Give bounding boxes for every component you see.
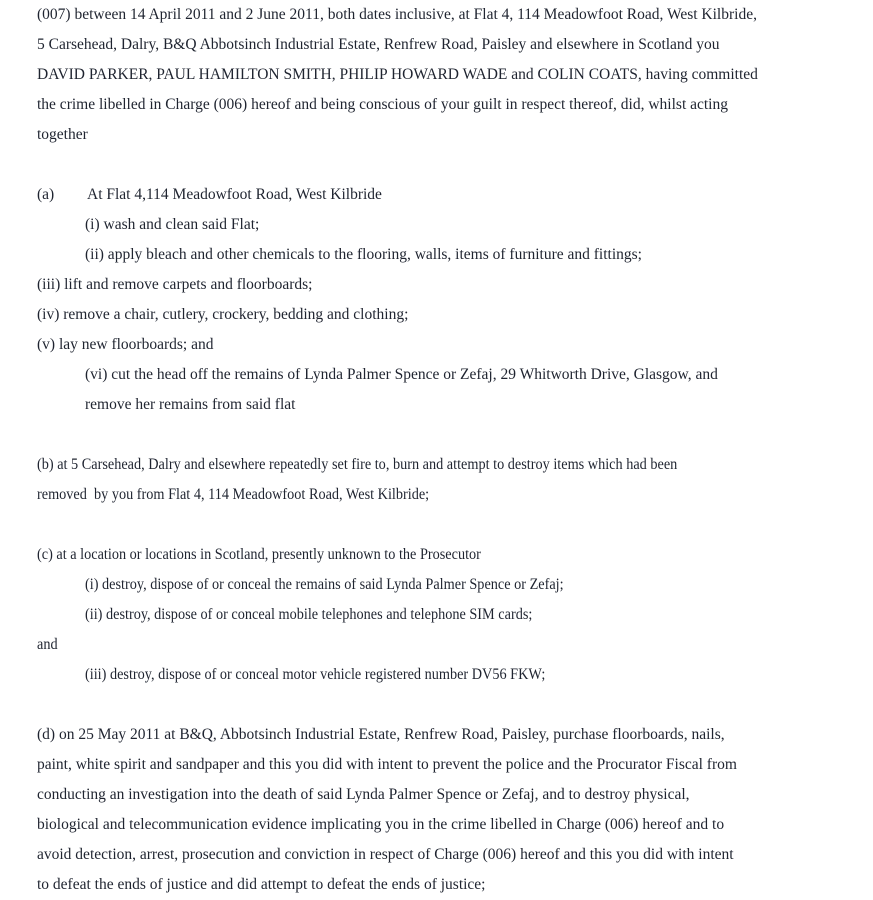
section-a-item-continuation: remove her remains from said flat xyxy=(85,396,296,413)
section-a-heading: At Flat 4,114 Meadowfoot Road, West Kilbride xyxy=(87,186,382,203)
section-c-item: (ii) destroy, dispose of or conceal mobile telephones and telephone SIM cards; xyxy=(85,606,533,623)
intro-line: DAVID PARKER, PAUL HAMILTON SMITH, PHILIP HOWARD WADE and COLIN COATS, having committed xyxy=(37,66,758,83)
section-a-item: (i) wash and clean said Flat; xyxy=(85,216,260,233)
section-d-line: paint, white spirit and sandpaper and this you did with intent to prevent the police and the Procurator Fiscal from xyxy=(37,756,737,773)
intro-line: (007) between 14 April 2011 and 2 June 2011, both dates inclusive, at Flat 4, 114 Meadowfoot Road, West Kilbride, xyxy=(37,6,757,23)
section-d-line: (d) on 25 May 2011 at B&Q, Abbotsinch Industrial Estate, Renfrew Road, Paisley, purchase floorboards, nails, xyxy=(37,726,725,743)
section-b-line: (b) at 5 Carsehead, Dalry and elsewhere repeatedly set fire to, burn and attempt to destroy items which had been xyxy=(37,456,678,473)
section-a-item: (ii) apply bleach and other chemicals to the flooring, walls, items of furniture and fittings; xyxy=(85,246,642,263)
intro-line: the crime libelled in Charge (006) hereof and being conscious of your guilt in respect thereof, did, whilst acting xyxy=(37,96,728,113)
section-a-item: (vi) cut the head off the remains of Lynda Palmer Spence or Zefaj, 29 Whitworth Drive, Glasgow, and xyxy=(85,366,718,383)
section-d-line: biological and telecommunication evidence implicating you in the crime libelled in Charge (006) hereof and to xyxy=(37,816,725,833)
section-a-heading-line xyxy=(37,180,382,210)
section-a-item: (v) lay new floorboards; and xyxy=(37,336,214,353)
section-d-line: to defeat the ends of justice and did attempt to defeat the ends of justice; xyxy=(37,876,486,893)
section-c-item: (i) destroy, dispose of or conceal the remains of said Lynda Palmer Spence or Zefaj; xyxy=(85,576,564,593)
section-a-item: (iii) lift and remove carpets and floorboards; xyxy=(37,276,313,293)
intro-line: 5 Carsehead, Dalry, B&Q Abbotsinch Industrial Estate, Renfrew Road, Paisley and elsewhere in Scotland you xyxy=(37,36,720,53)
section-c-heading: (c) at a location or locations in Scotland, presently unknown to the Prosecutor xyxy=(37,546,481,563)
section-c-conjunction: and xyxy=(37,636,58,653)
section-d-line: avoid detection, arrest, prosecution and conviction in respect of Charge (006) hereof and this you did with intent xyxy=(37,846,734,863)
intro-line: together xyxy=(37,126,88,143)
section-c-item: (iii) destroy, dispose of or conceal motor vehicle registered number DV56 FKW; xyxy=(85,666,546,683)
section-b-line: removed by you from Flat 4, 114 Meadowfoot Road, West Kilbride; xyxy=(37,486,430,503)
section-a-label: (a) xyxy=(37,186,55,203)
section-d-line: conducting an investigation into the death of said Lynda Palmer Spence or Zefaj, and to destroy physical, xyxy=(37,786,690,803)
section-a-item: (iv) remove a chair, cutlery, crockery, bedding and clothing; xyxy=(37,306,409,323)
